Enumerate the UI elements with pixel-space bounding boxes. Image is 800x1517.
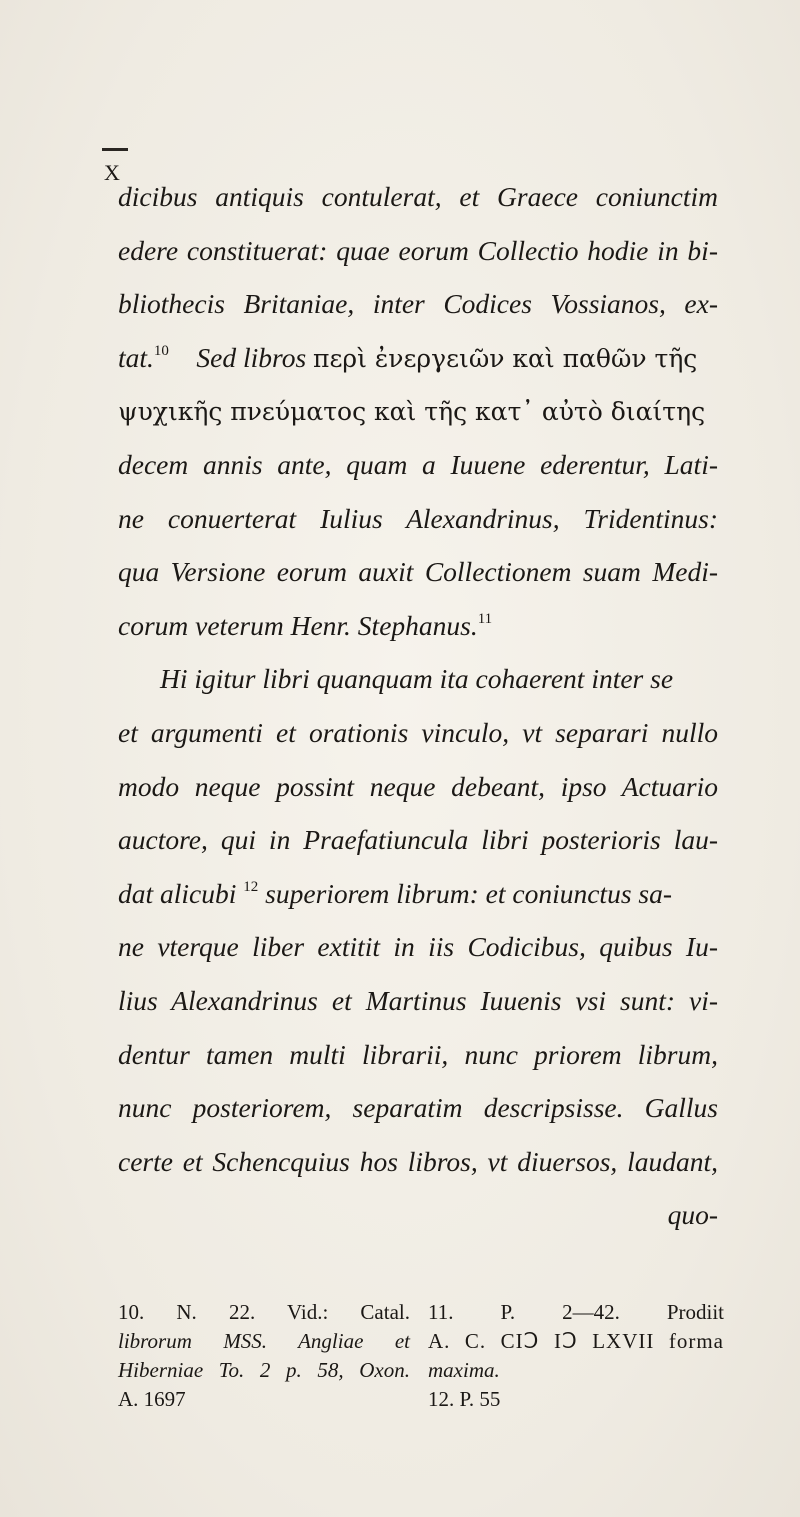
footnote-line: 11. P. 2—42. Prodiit — [428, 1300, 724, 1324]
footnote-line: 10. N. 22. Vid.: Catal. — [118, 1300, 410, 1324]
footnote-line: librorum MSS. Angliae et — [118, 1329, 410, 1353]
text-line: dat alicubi $^{12}$ superiorem librum: et coniunctus sa- — [118, 877, 673, 909]
text-line: bliothecis Britaniae, inter Codices Vossianos, ex- — [118, 288, 718, 320]
body-text — [118, 170, 718, 1242]
footnote-line: A. C. CIↃ IↃ LXVII forma — [428, 1329, 724, 1353]
text-line: corum veterum Henr. Stephanus.$^{11}$ — [118, 609, 493, 641]
text-line: edere constituerat: quae eorum Collectio hodie in bi- — [118, 234, 718, 266]
footnote-ref: 12 — [243, 878, 259, 895]
text-line: decem annis ante, quam a Iuuene ederentur, Lati- — [118, 448, 718, 480]
text-line: ne conuerterat Iulius Alexandrinus, Tridentinus: — [118, 502, 718, 534]
footnote-line: maxima. — [428, 1358, 500, 1382]
footnote-line: Hiberniae To. 2 p. 58, Oxon. — [118, 1358, 410, 1382]
text-line: auctore, qui in Praefatiuncula libri posterioris lau- — [118, 824, 718, 856]
text-line: qua Versione eorum auxit Collectionem suam Medi- — [118, 556, 718, 588]
footnotes-right-column — [428, 1298, 724, 1414]
greek-title-cont: ψυχικῆς πνεύματος καὶ τῆς κατ᾽ αὐτὸ διαίτης — [118, 397, 706, 427]
text-line: certe et Schencquius hos libros, vt diuersos, laudant, — [118, 1145, 718, 1177]
text-line: et argumenti et orationis vinculo, vt separari nullo — [118, 716, 718, 748]
text-line: dicibus antiquis contulerat, et Graece coniunctim — [118, 181, 718, 212]
text-line: tat.$^{10}$ Sed libros περὶ ἐνεργειῶν καὶ παθῶν τῆς — [118, 341, 698, 373]
signature-rule — [102, 148, 128, 151]
footnote-line: A. 1697 — [118, 1387, 186, 1411]
text-line: lius Alexandrinus et Martinus Iuuenis vsi sunt: vi- — [118, 984, 718, 1016]
text-line: nunc posteriorem, separatim descripsisse. Gallus — [118, 1092, 718, 1124]
catchword: quo- — [667, 1199, 718, 1231]
text-line — [118, 384, 718, 438]
text-line: Hi igitur libri quanquam ita cohaerent inter se — [160, 663, 674, 695]
footnote-ref: 10 — [153, 342, 169, 359]
footnote-line: 12. P. 55 — [428, 1387, 501, 1411]
footnotes-left-column — [118, 1298, 410, 1414]
text-line: modo neque possint neque debeant, ipso Actuario — [118, 770, 718, 802]
greek-title: περὶ ἐνεργειῶν καὶ παθῶν τῆς — [313, 343, 698, 373]
text-line: ne vterque liber extitit in iis Codicibus, quibus Iu- — [118, 931, 718, 963]
footnote-ref: 11 — [477, 610, 493, 627]
page-signature: X — [104, 160, 121, 185]
text-line: dentur tamen multi librarii, nunc priorem librum, — [118, 1038, 718, 1070]
